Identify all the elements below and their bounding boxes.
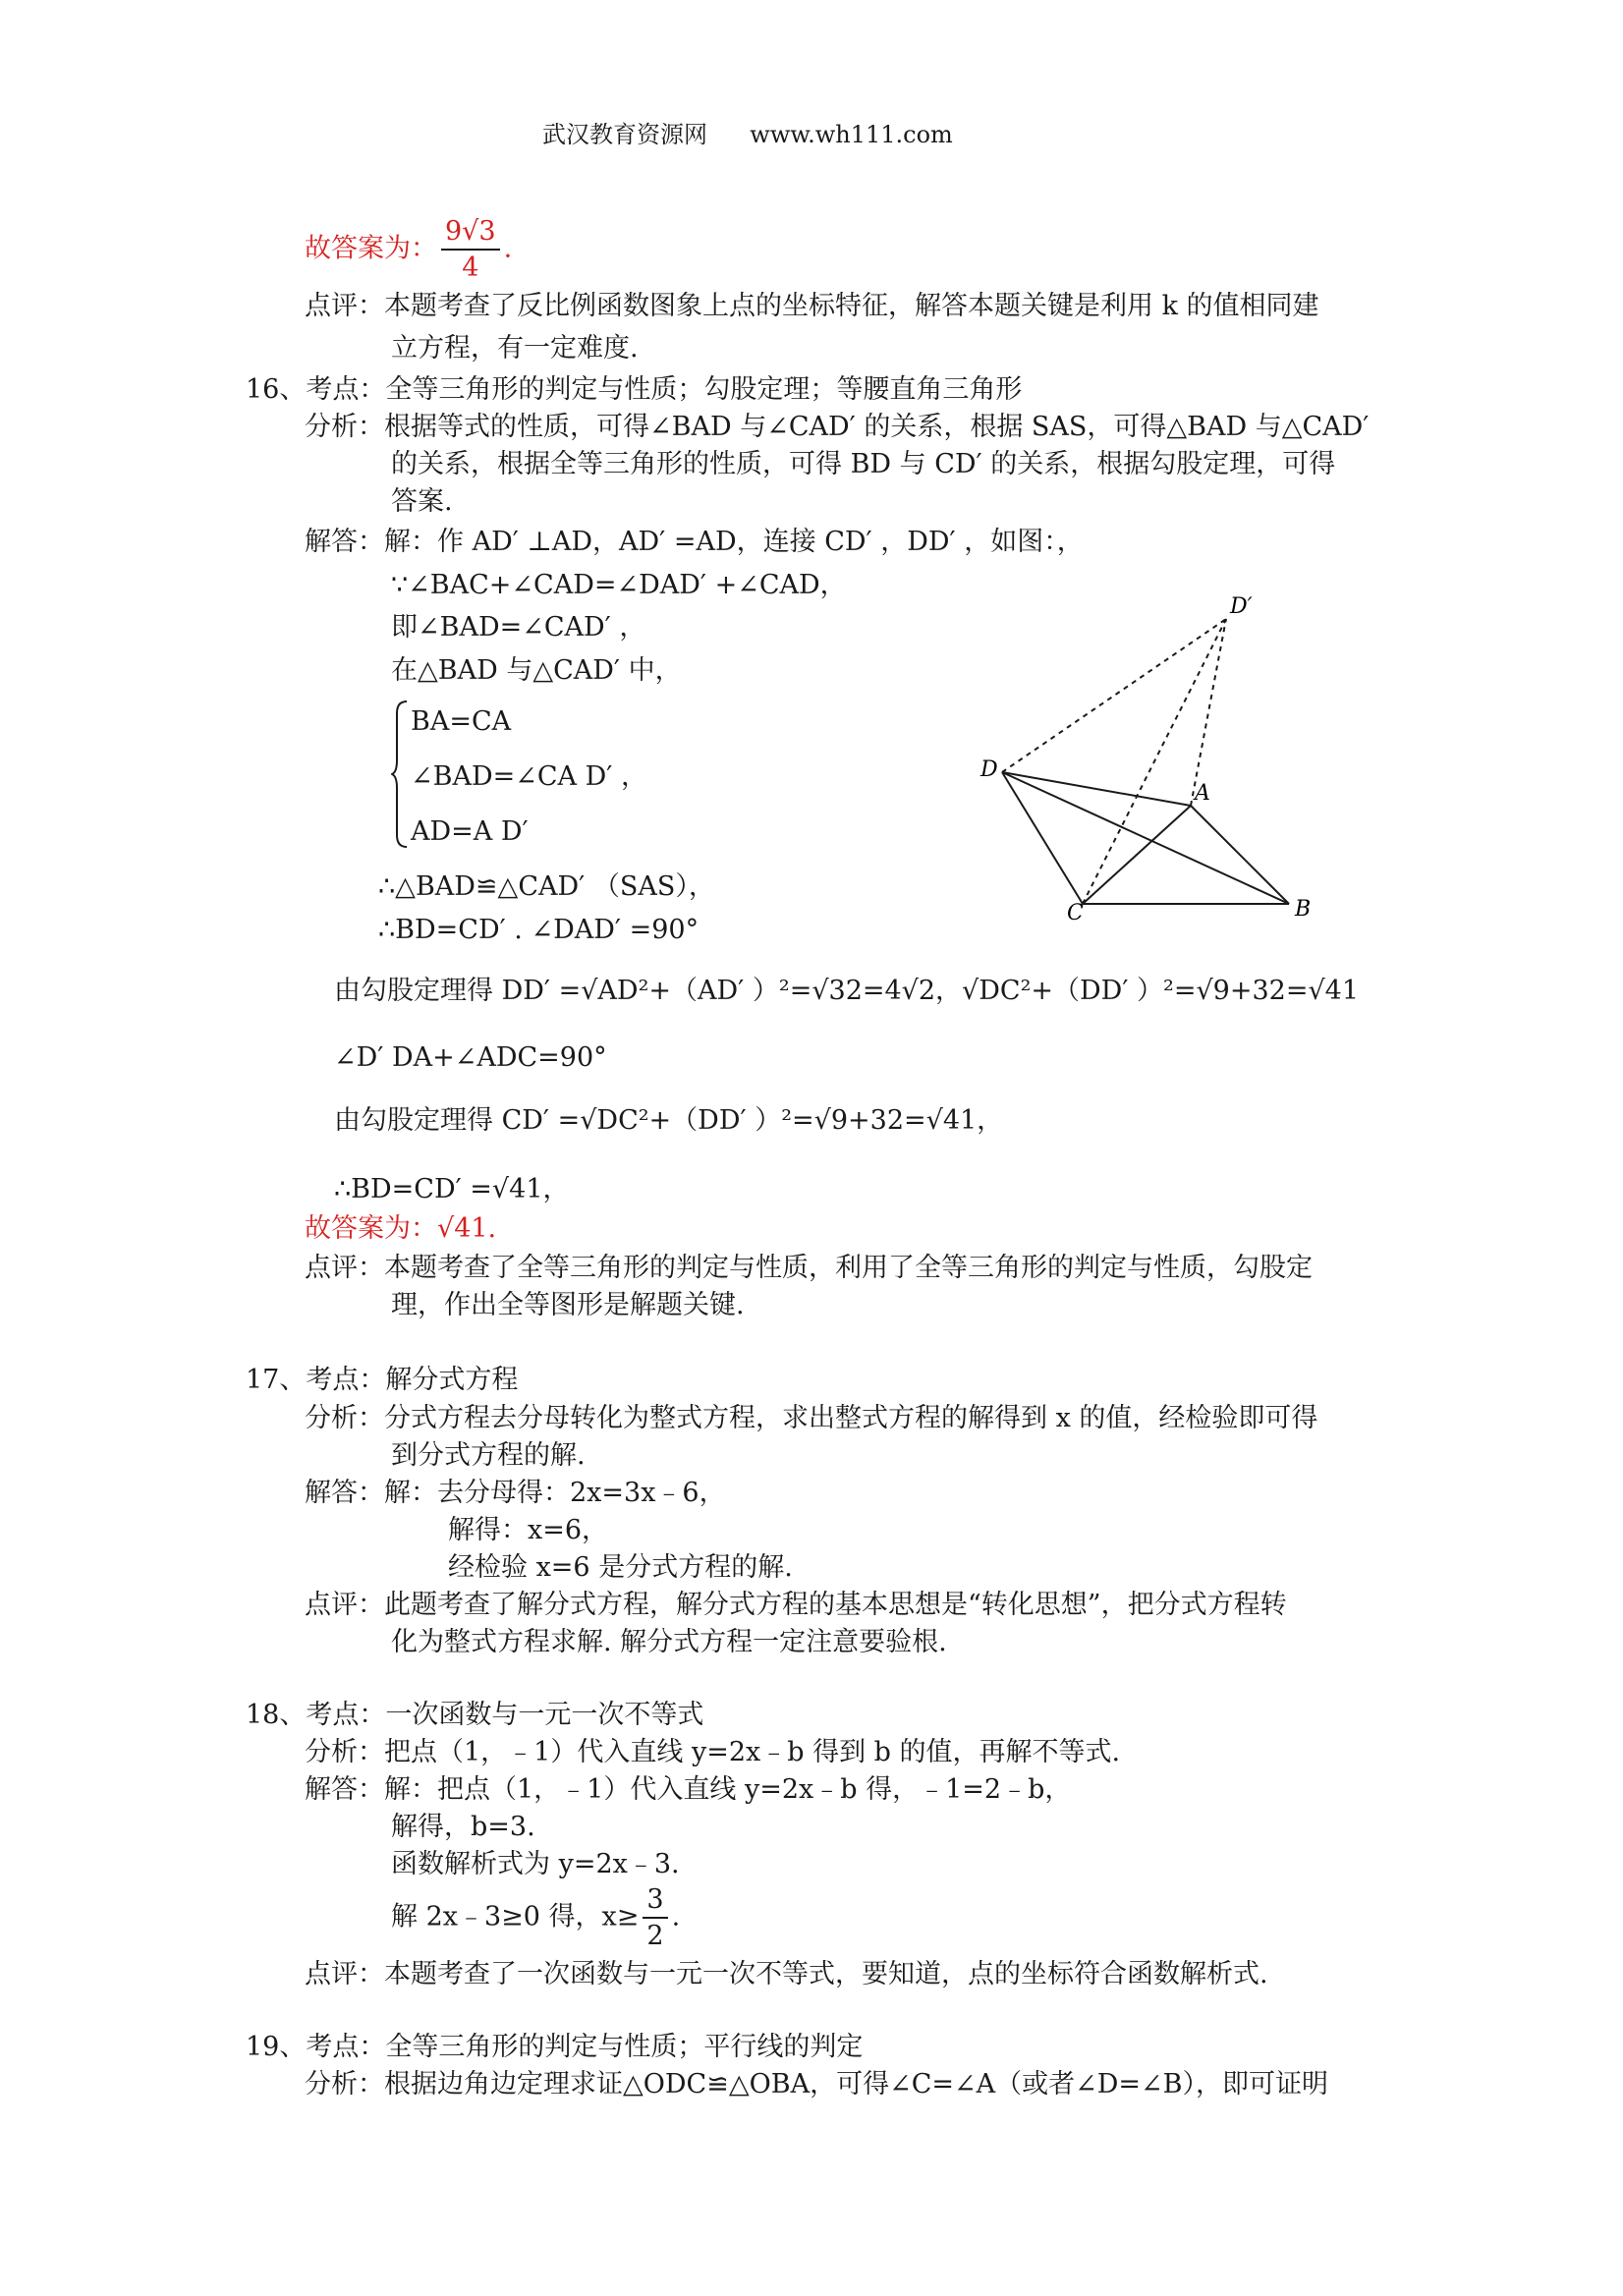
- label-C: C: [1067, 901, 1084, 924]
- fenxi-text: 分式方程去分母转化为整式方程，求出整式方程的解得到 x 的值，经检验即可得: [384, 1403, 1318, 1433]
- answer-label: 故答案为：: [305, 233, 437, 264]
- line-CA: [1083, 806, 1191, 904]
- q17-jieda: [305, 1475, 726, 1512]
- jieda-label: 解答：: [305, 1774, 384, 1805]
- comment-text: 本题考查了反比例函数图象上点的坐标特征，解答本题关键是利用 k 的值相同建: [384, 291, 1319, 321]
- header-url: www.wh111.com: [750, 121, 953, 148]
- kaodian-label: 考点：: [306, 2032, 386, 2062]
- q17-fenxi-2: 到分式方程的解.: [391, 1440, 586, 1471]
- line-AB: [1191, 806, 1289, 904]
- question-number: 18、: [246, 1700, 307, 1730]
- header-site: 武汉教育资源网: [542, 121, 707, 148]
- q16-step-4: 在△BAD 与△CAD′ 中，: [391, 655, 682, 686]
- q16-step-5: ∴△BAD≌△CAD′ （SAS），: [378, 871, 715, 902]
- fraction-numerator: 3: [643, 1886, 667, 1919]
- q16-answer: 故答案为：√41.: [305, 1213, 497, 1244]
- system-eq-2: ∠BAD=∠CA D′ ，: [411, 761, 647, 792]
- line-DB: [1002, 772, 1289, 904]
- q17-fenxi: [305, 1400, 1317, 1437]
- question-number: 16、: [246, 374, 307, 405]
- q15-answer: [305, 218, 512, 281]
- q15-comment: [305, 288, 1319, 325]
- system-eq-1: BA=CA: [411, 706, 512, 737]
- kaodian-text: 一次函数与一元一次不等式: [385, 1700, 704, 1730]
- q16-kaodian: [246, 371, 1022, 409]
- kaodian-text: 全等三角形的判定与性质；平行线的判定: [385, 2032, 864, 2062]
- q16-fenxi-3: 答案.: [391, 486, 453, 517]
- question-number: 19、: [246, 2032, 307, 2062]
- jieda-label: 解答：: [305, 527, 384, 557]
- q16-step-7: 由勾股定理得 DD′ =√AD²+（AD′ ）²=√32=4√2，√DC²+（DD′ ）²=√9+32=√41: [334, 976, 1360, 1006]
- dashed-DDprime: [1002, 619, 1226, 772]
- line-DC: [1002, 772, 1083, 904]
- comment-label: 点评：: [305, 1253, 384, 1283]
- label-A: A: [1195, 781, 1210, 806]
- system-eq-3: AD=A D′: [411, 816, 529, 847]
- page-header: [542, 116, 953, 153]
- fenxi-label: 分析：: [305, 2069, 384, 2100]
- q19-fenxi: [305, 2066, 1328, 2103]
- fraction-denominator: 4: [462, 252, 479, 283]
- q18-jieda: [305, 1771, 1071, 1809]
- label-B: B: [1295, 897, 1312, 922]
- step-text: 解：把点（1，﹣1）代入直线 y=2x﹣b 得，﹣1=2﹣b，: [384, 1774, 1072, 1805]
- q16-jieda: [305, 524, 1084, 561]
- fenxi-text: 根据等式的性质，可得∠BAD 与∠CAD′ 的关系，根据 SAS，可得△BAD 与△CAD′: [384, 412, 1370, 442]
- q16-comment: [305, 1250, 1313, 1287]
- q15-comment-cont: 立方程，有一定难度.: [391, 333, 639, 364]
- q17-comment-cont: 化为整式方程求解. 解分式方程一定注意要验根.: [391, 1627, 947, 1657]
- label-D: D: [980, 757, 998, 782]
- q17-kaodian: [246, 1362, 518, 1399]
- fenxi-label: 分析：: [305, 1403, 384, 1433]
- dashed-CDprime: [1083, 619, 1226, 904]
- kaodian-text: 解分式方程: [385, 1365, 519, 1395]
- inequality-end: .: [671, 1901, 681, 1932]
- q16-fenxi: [305, 409, 1369, 446]
- fraction-denominator: 2: [646, 1921, 664, 1951]
- q18-fenxi: [305, 1734, 1120, 1771]
- answer-end: .: [503, 233, 513, 264]
- inequality-text: 解 2x﹣3≥0 得，x≥: [391, 1901, 640, 1932]
- q18-comment: [305, 1956, 1268, 1993]
- q17-step-2: 解得：x=6，: [448, 1515, 609, 1545]
- q16-comment-cont: 理，作出全等图形是解题关键.: [391, 1290, 745, 1320]
- line-DA: [1002, 772, 1191, 806]
- fenxi-label: 分析：: [305, 1737, 384, 1767]
- q18-step-4: [391, 1886, 680, 1949]
- q19-kaodian: [246, 2029, 863, 2066]
- fenxi-text: 把点（1，﹣1）代入直线 y=2x﹣b 得到 b 的值，再解不等式.: [384, 1737, 1121, 1767]
- q18-step-2: 解得，b=3.: [391, 1812, 535, 1842]
- kaodian-label: 考点：: [306, 1365, 386, 1395]
- step-text: 解：作 AD′ ⊥AD，AD′ =AD，连接 CD′ ，DD′ ，如图：，: [384, 527, 1084, 557]
- step-text: 解：去分母得：2x=3x﹣6，: [384, 1478, 726, 1508]
- q16-step-2: ∵∠BAC+∠CAD=∠DAD′ +∠CAD，: [391, 570, 847, 600]
- question-number: 17、: [246, 1365, 307, 1395]
- left-brace: [391, 700, 409, 849]
- jieda-label: 解答：: [305, 1478, 384, 1508]
- fenxi-label: 分析：: [305, 412, 384, 442]
- inequality-fraction: [643, 1886, 667, 1949]
- fraction-numerator: 9√3: [441, 218, 500, 251]
- fenxi-text: 根据边角边定理求证△ODC≌△OBA，可得∠C=∠A（或者∠D=∠B），即可证明: [384, 2069, 1328, 2100]
- comment-text: 此题考查了解分式方程，解分式方程的基本思想是“转化思想”，把分式方程转: [384, 1590, 1287, 1620]
- comment-text: 本题考查了一次函数与一元一次不等式，要知道，点的坐标符合函数解析式.: [384, 1959, 1268, 1989]
- q17-step-3: 经检验 x=6 是分式方程的解.: [448, 1552, 793, 1583]
- kaodian-label: 考点：: [306, 1700, 386, 1730]
- kaodian-text: 全等三角形的判定与性质；勾股定理；等腰直角三角形: [385, 374, 1023, 405]
- comment-text: 本题考查了全等三角形的判定与性质，利用了全等三角形的判定与性质，勾股定: [384, 1253, 1313, 1283]
- q16-step-3: 即∠BAD=∠CAD′ ，: [391, 612, 646, 643]
- q16-step-8: ∠D′ DA+∠ADC=90°: [334, 1042, 607, 1073]
- comment-label: 点评：: [305, 1959, 384, 1989]
- comment-label: 点评：: [305, 1590, 384, 1620]
- q16-step-9: 由勾股定理得 CD′ =√DC²+（DD′ ）²=√9+32=√41，: [334, 1105, 1004, 1136]
- q18-kaodian: [246, 1697, 703, 1734]
- q16-fenxi-2: 的关系，根据全等三角形的性质，可得 BD 与 CD′ 的关系，根据勾股定理，可得: [391, 449, 1336, 479]
- kaodian-label: 考点：: [306, 374, 386, 405]
- q17-comment: [305, 1587, 1287, 1624]
- geometry-figure: [973, 589, 1326, 924]
- label-D-prime: D′: [1230, 594, 1253, 619]
- dashed-ADprime: [1191, 619, 1226, 806]
- q16-step-6: ∴BD=CD′ . ∠DAD′ =90°: [378, 915, 700, 945]
- q18-step-3: 函数解析式为 y=2x﹣3.: [391, 1849, 680, 1879]
- answer-fraction: [441, 218, 500, 281]
- q16-step-10: ∴BD=CD′ =√41，: [334, 1174, 570, 1204]
- comment-label: 点评：: [305, 291, 384, 321]
